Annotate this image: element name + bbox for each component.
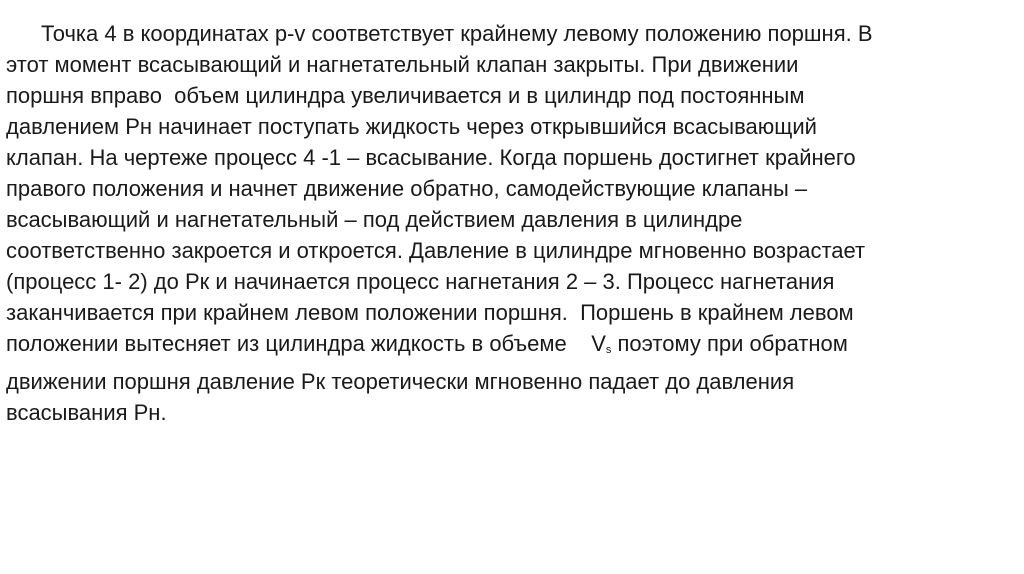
text-line: (процесс 1- 2) до Рк и начинается процесс нагнетания 2 – 3. Процесс нагнетания [6,269,835,294]
text-line: этот момент всасывающий и нагнетательный клапан закрыты. При движении [6,52,799,77]
text-line: соответственно закроется и откроется. Давление в цилиндре мгновенно возрастает [6,238,866,263]
body-paragraph [6,18,1018,428]
text-line: движении поршня давление Рк теоретически мгновенно падает до давления [6,369,795,394]
text-line: поршня вправо объем цилиндра увеличивается и в цилиндр под постоянным [6,83,805,108]
text-line: всасывающий и нагнетательный – под действием давления в цилиндре [6,207,743,232]
volume-subscript: s [605,344,612,356]
text-line: Точка 4 в координатах p-v соответствует крайнему левому положению поршня. В [41,21,873,46]
text-line: всасывания Рн. [6,400,167,425]
text-segment: поэтому при обратном [611,331,848,356]
text-line: заканчивается при крайнем левом положении поршня. Поршень в крайнем левом [6,300,854,325]
text-segment: положении вытесняет из цилиндра жидкость в объеме V [6,331,606,356]
text-line: давлением Рн начинает поступать жидкость через открывшийся всасывающий [6,114,817,139]
text-line-with-subscript [6,328,1018,366]
text-line: клапан. На чертеже процесс 4 -1 – всасывание. Когда поршень достигнет крайнего [6,145,856,170]
text-line: правого положения и начнет движение обратно, самодействующие клапаны – [6,176,808,201]
